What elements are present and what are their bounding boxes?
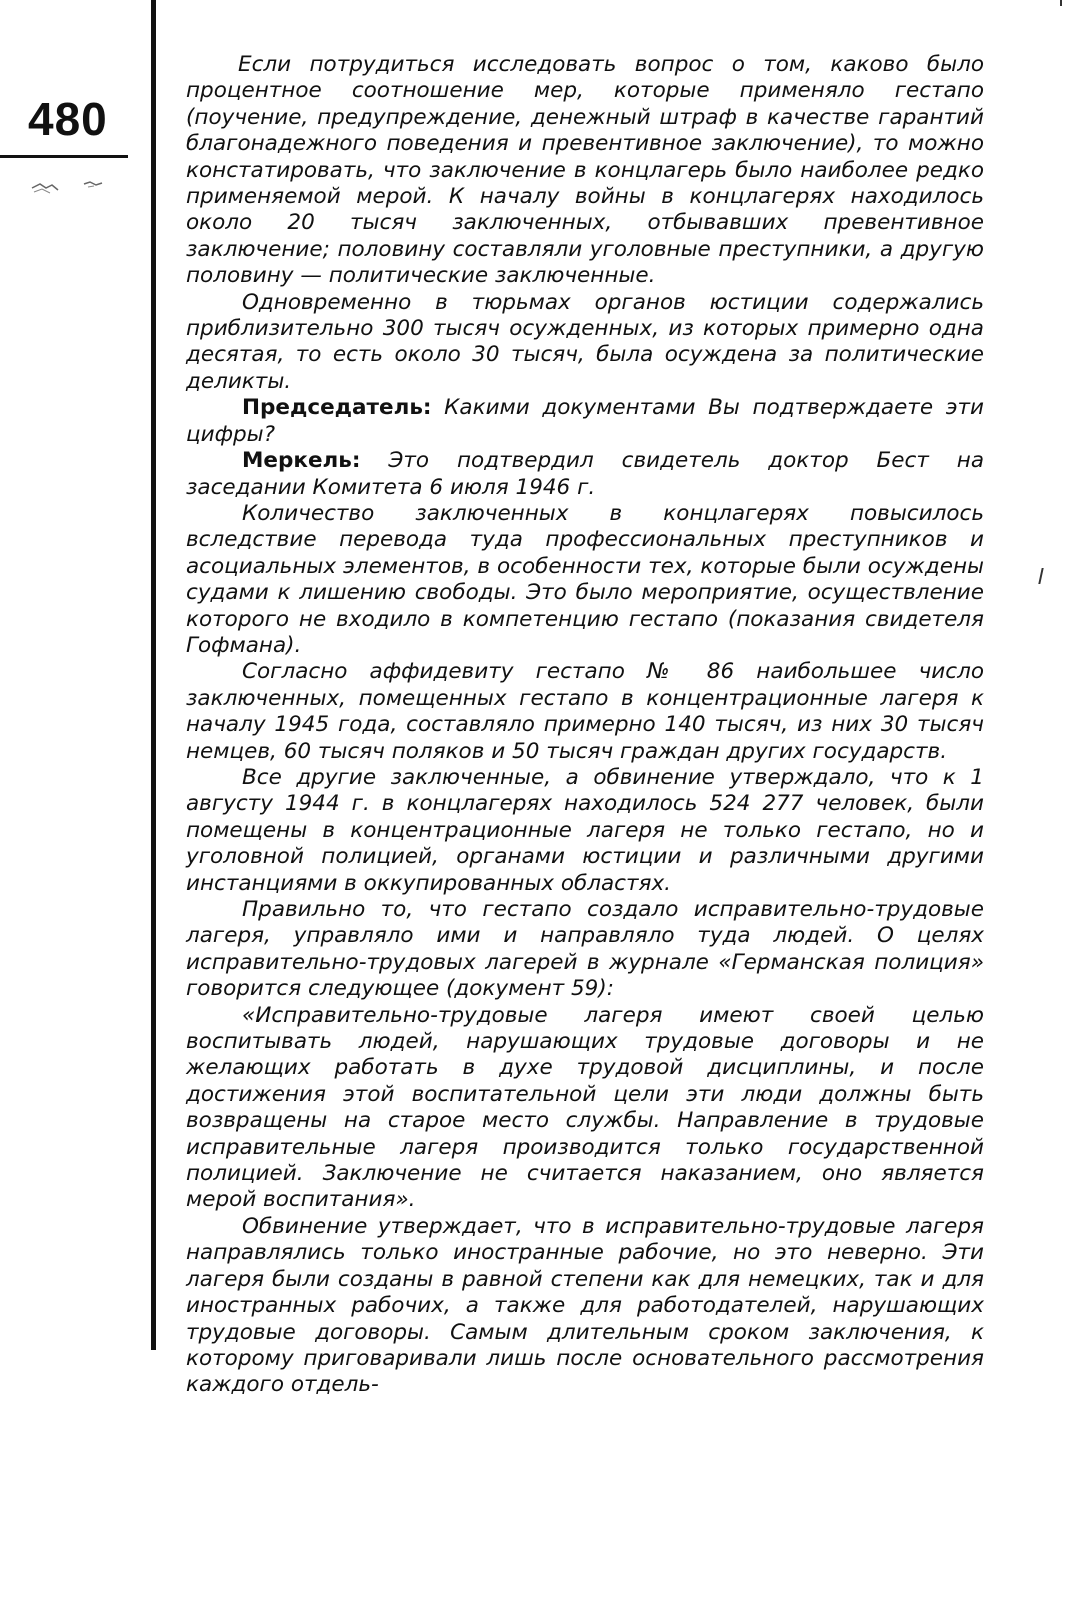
body-text (186, 52, 984, 1399)
corner-mark (1060, 0, 1062, 6)
paragraph (186, 765, 984, 897)
speaker-label: Меркель: (242, 448, 361, 474)
quotation (186, 1003, 984, 1214)
paragraph-text: Количество заключенных в концлагерях повысилось вследствие перевода туда профессиональных преступников и асоциальных элементов, в особенности тех, которые были осуждены судами к лишению свободы. Это было мероприятие, осуществление которого не входило в компетенцию гестапо (показания свидетеля Гофмана). (186, 500, 984, 658)
paragraph (186, 448, 984, 501)
paragraph (186, 395, 984, 448)
vertical-rule (151, 0, 156, 1350)
page-number: 480 (28, 93, 108, 145)
paragraph (186, 52, 984, 290)
paragraph (186, 1214, 984, 1399)
paragraph-text: Согласно аффидевиту гестапо № 86 наибольшее число заключенных, помещенных гестапо в концентрационные лагеря к началу 1945 года, составляло примерно 140 тысяч, из них 30 тысяч немцев, 60 тысяч поляков и 50 тысяч граждан других государств. (186, 659, 984, 764)
paragraph-text: Это подтвердил свидетель доктор Бест на заседании Комитета 6 июля 1946 г. (186, 448, 984, 500)
paragraph-text: Если потрудиться исследовать вопрос о том, каково было процентное соотношение мер, которые применяло гестапо (поучение, предупреждение, денежный штраф в качестве гарантий благонадежного поведения и превентивное заключение), то можно констатировать, что заключение в концлагерь было наиболее редко применяемой мерой. К началу войны в концлагерях находилось около 20 тысяч заключенных, отбывавших превентивное заключение; половину составляли уголовные преступники, а другую половину — политические заключенные. (186, 52, 984, 289)
paragraph (186, 897, 984, 1003)
speaker-label: Председатель: (242, 395, 432, 421)
paragraph-text: Одновременно в тюрьмах органов юстиции содержались приблизительно 300 тысяч осужденных, из которых примерно одна десятая, то есть около 30 тысяч, была осуждена за политические деликты. (186, 289, 984, 394)
paragraph-text: Обвинение утверждает, что в исправительно-трудовые лагеря направлялись только иностранные рабочие, но это неверно. Эти лагеря были созданы в равной степени как для немецких, так и для иностранных рабочих, а также для работодателей, нарушающих трудовые договоры. Самым длительным сроком заключения, к которому приговаривали лишь после основательного рассмотрения каждого отдель- (186, 1213, 984, 1398)
ornament-icon (30, 176, 110, 200)
page-margin (0, 0, 155, 1600)
margin-mark (1038, 568, 1043, 584)
paragraph (186, 501, 984, 659)
page-number-rule (0, 155, 128, 158)
paragraph-text: Какими документами Вы подтверждаете эти цифры? (186, 395, 984, 447)
paragraph-text: Все другие заключенные, а обвинение утверждало, что к 1 августу 1944 г. в концлагерях находилось 524 277 человек, были помещены в концентрационные лагеря не только гестапо, но и уголовной полицией, органами юстиции и различными другими инстанциями в оккупированных областях. (186, 764, 984, 896)
paragraph (186, 290, 984, 396)
paragraph (186, 659, 984, 765)
paragraph-text: Правильно то, что гестапо создало исправительно-трудовые лагеря, управляло ими и направляло туда людей. О целях исправительно-трудовых лагерей в журнале «Германская полиция» говорится следующее (документ 59): (186, 897, 984, 1002)
paragraph-text: «Исправительно-трудовые лагеря имеют своей целью воспитывать людей, нарушающих трудовые договоры и не желающих работать в духе трудовой дисциплины, и после достижения этой воспитательной цели эти люди должны быть возвращены на старое место службы. Направление в трудовые исправительные лагеря производится только государственной полицией. Заключение не считается наказанием, оно является мерой воспитания». (186, 1002, 984, 1213)
